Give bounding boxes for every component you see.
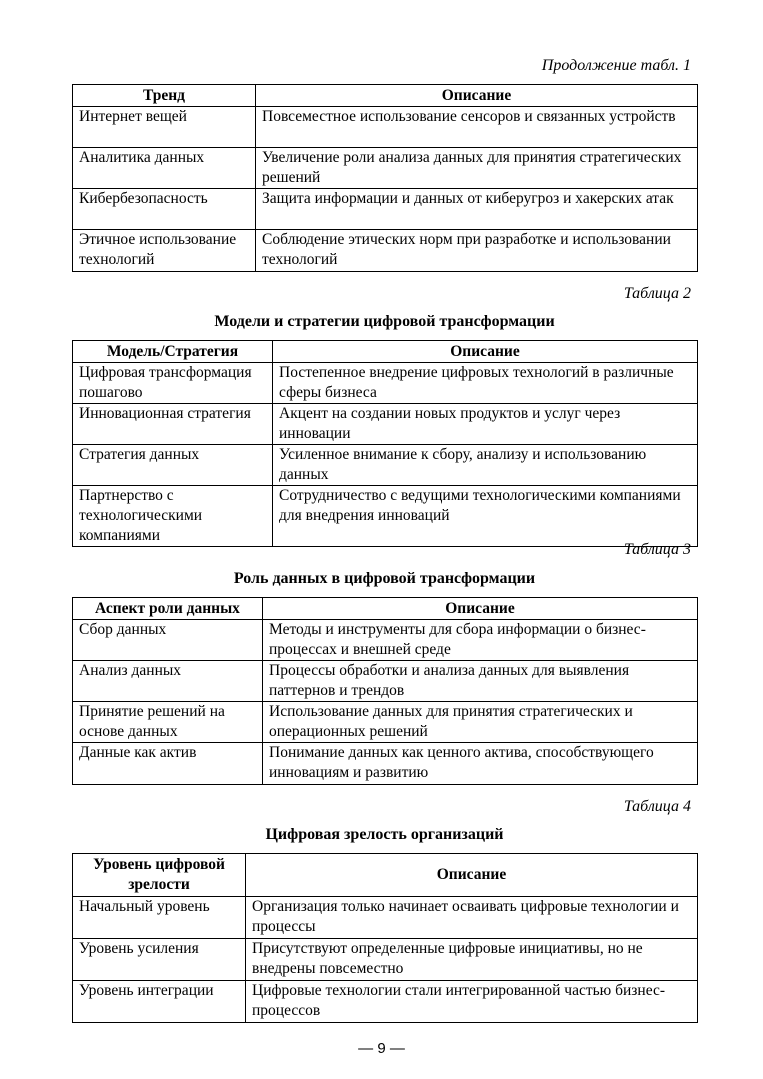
table-cell: Методы и инструменты для сбора информации о бизнес-процессах и внешней среде [263, 620, 698, 661]
table-header-row [73, 341, 698, 363]
table-cell: Этичное использование технологий [73, 230, 256, 272]
table-row [73, 897, 698, 939]
table-cell: Уровень интеграции [73, 981, 246, 1023]
table-cell: Инновационная стратегия [73, 404, 273, 445]
column-header: Модель/Стратегия [73, 341, 273, 363]
table-cell: Начальный уровень [73, 897, 246, 939]
table-cell: Процессы обработки и анализа данных для выявления паттернов и трендов [263, 661, 698, 702]
table-cell: Стратегия данных [73, 445, 273, 486]
table-row [73, 620, 698, 661]
column-header: Уровень цифровой зрелости [73, 854, 246, 897]
table-cell: Партнерство с технологическими компаниями [73, 486, 273, 547]
table-cell: Понимание данных как ценного актива, способствующего инновациям и развитию [263, 743, 698, 785]
table-cell: Интернет вещей [73, 107, 256, 148]
column-header: Описание [256, 85, 698, 107]
table-header-row [73, 854, 698, 897]
table-cell: Соблюдение этических норм при разработке и использовании технологий [256, 230, 698, 272]
table-row [73, 939, 698, 981]
table-header-row [73, 598, 698, 620]
page-number: — 9 — [358, 1040, 405, 1057]
table-row [73, 702, 698, 743]
table3-label: Таблица 3 [623, 541, 691, 558]
table-cell: Сбор данных [73, 620, 263, 661]
table-cell: Уровень усиления [73, 939, 246, 981]
table-row [73, 486, 698, 547]
table-cell: Увеличение роли анализа данных для принятия стратегических решений [256, 148, 698, 189]
table3-title: Роль данных в цифровой трансформации [233, 570, 536, 587]
column-header: Описание [246, 854, 698, 897]
table-cell: Кибербезопасность [73, 189, 256, 230]
table-row [73, 404, 698, 445]
table-cell: Усиленное внимание к сбору, анализу и использованию данных [273, 445, 698, 486]
table-cell: Аналитика данных [73, 148, 256, 189]
table-row [73, 743, 698, 785]
table-cell: Цифровые технологии стали интегрированной частью бизнес-процессов [246, 981, 698, 1023]
table-cell: Акцент на создании новых продуктов и услуг через инновации [273, 404, 698, 445]
table-cell: Цифровая трансформация пошагово [73, 363, 273, 404]
table-cell: Организация только начинает осваивать цифровые технологии и процессы [246, 897, 698, 939]
table4-title: Цифровая зрелость организаций [265, 826, 504, 843]
table-digital-maturity [72, 853, 698, 1023]
table-row [73, 230, 698, 272]
column-header: Описание [273, 341, 698, 363]
table-cell: Данные как актив [73, 743, 263, 785]
table-cell: Постепенное внедрение цифровых технологий в различные сферы бизнеса [273, 363, 698, 404]
table4-label: Таблица 4 [623, 798, 691, 815]
table-cell: Анализ данных [73, 661, 263, 702]
table2-label: Таблица 2 [623, 285, 691, 302]
table-row [73, 981, 698, 1023]
table-row [73, 189, 698, 230]
table-cell: Повсеместное использование сенсоров и связанных устройств [256, 107, 698, 148]
table-cell: Присутствуют определенные цифровые инициативы, но не внедрены повсеместно [246, 939, 698, 981]
table-cell: Защита информации и данных от киберугроз и хакерских атак [256, 189, 698, 230]
table-cell: Принятие решений на основе данных [73, 702, 263, 743]
table-cell: Сотрудничество с ведущими технологическими компаниями для внедрения инноваций [273, 486, 698, 547]
column-header: Аспект роли данных [73, 598, 263, 620]
table-row [73, 661, 698, 702]
table-row [73, 107, 698, 148]
column-header: Тренд [73, 85, 256, 107]
table-cell: Использование данных для принятия стратегических и операционных решений [263, 702, 698, 743]
table2-title: Модели и стратегии цифровой трансформации [214, 313, 555, 330]
table1-continuation-label: Продолжение табл. 1 [541, 57, 691, 74]
table-row [73, 445, 698, 486]
table-row [73, 363, 698, 404]
table-data-role [72, 597, 698, 785]
table-trends [72, 84, 698, 272]
table-strategies [72, 340, 698, 547]
table-row [73, 148, 698, 189]
table-header-row [73, 85, 698, 107]
column-header: Описание [263, 598, 698, 620]
